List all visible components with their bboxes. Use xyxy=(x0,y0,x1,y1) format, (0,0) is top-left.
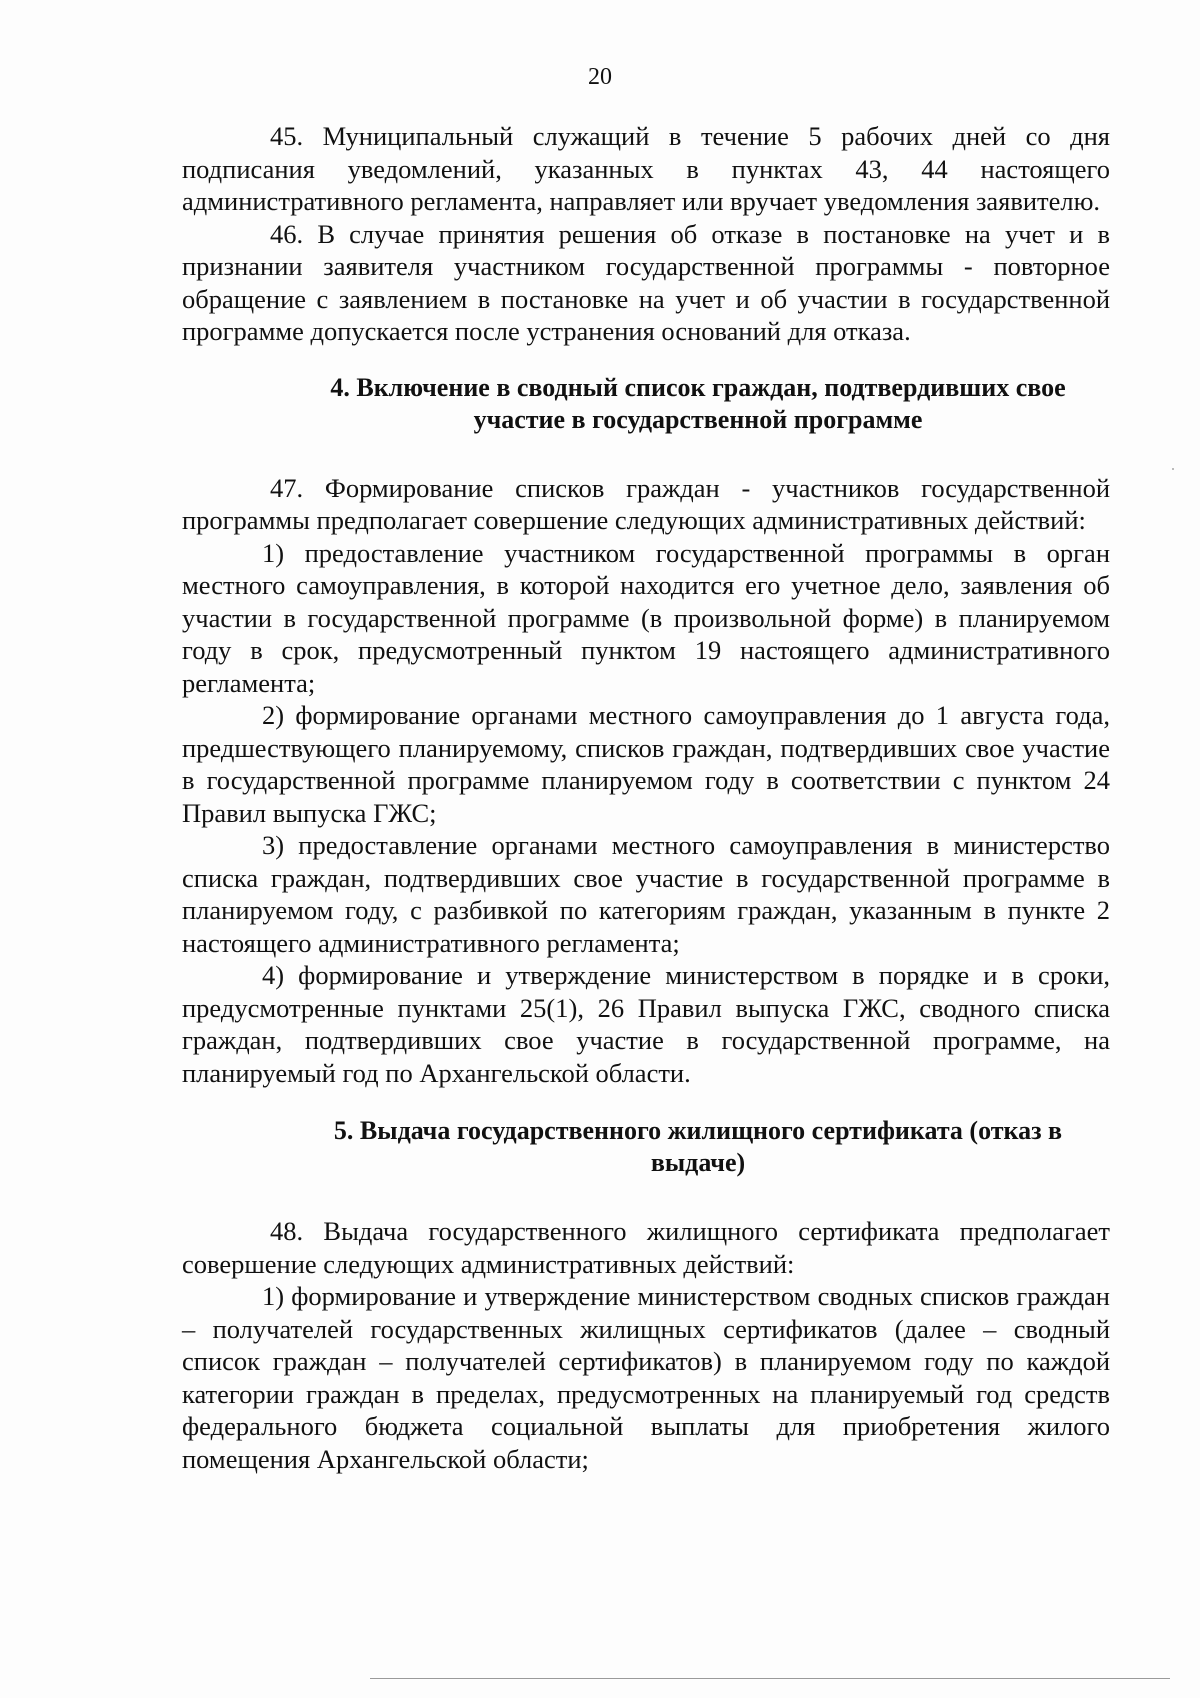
scan-artifact xyxy=(1172,468,1174,470)
paragraph-47-item-3: 3) предоставление органами местного самоуправления в министерство списка граждан, подтвердивших свое участие в государственной программе в планируемом году, с разбивкой по категориям граждан, указанным в пункте 2 настоящего административного регламента; xyxy=(182,830,1110,958)
paragraph-47-item-4: 4) формирование и утверждение министерством в порядке и в сроки, предусмотренные пунктами 25(1), 26 Правил выпуска ГЖС, сводного списка граждан, подтвердивших свое участие в государственной программе, на планируемый год по Архангельской области. xyxy=(182,960,1110,1088)
spacer xyxy=(182,348,1110,372)
spacer xyxy=(182,436,1110,472)
paragraph-48: 48. Выдача государственного жилищного сертификата предполагает совершение следующих административных действий: xyxy=(182,1216,1110,1279)
bottom-edge-line xyxy=(370,1678,1170,1679)
paragraph-47-item-2: 2) формирование органами местного самоуправления до 1 августа года, предшествующего планируемому, списков граждан, подтвердивших свое участие в государственной программе планируемом году в соответствии с пунктом 24 Правил выпуска ГЖС; xyxy=(182,700,1110,828)
paragraph-48-item-1: 1) формирование и утверждение министерством сводных списков граждан – получателей государственных жилищных сертификатов (далее – сводный список граждан – получателей сертификатов) в планируемом году по каждой категории граждан в пределах, предусмотренных на планируемый год средств федерального бюджета социальной выплаты для приобретения жилого помещения Архангельской области; xyxy=(182,1281,1110,1474)
spacer xyxy=(182,1179,1110,1215)
paragraph-45: 45. Муниципальный служащий в течение 5 рабочих дней со дня подписания уведомлений, указанных в пунктах 43, 44 настоящего административного регламента, направляет или вручает уведомления заявителю. xyxy=(182,121,1110,216)
document-body xyxy=(182,120,1110,1475)
paragraph-46: 46. В случае принятия решения об отказе в постановке на учет и в признании заявителя участником государственной программы - повторное обращение с заявлением в постановке на учет и об участии в государственной программе допускается после устранения оснований для отказа. xyxy=(182,218,1110,346)
page-number: 20 xyxy=(588,64,612,90)
paragraph-47: 47. Формирование списков граждан - участников государственной программы предполагает совершение следующих административных действий: xyxy=(182,472,1110,535)
section-5-heading: 5. Выдача государственного жилищного сертификата (отказ в выдаче) xyxy=(333,1116,1063,1177)
spacer xyxy=(182,1089,1110,1115)
paragraph-47-item-1: 1) предоставление участником государственной программы в орган местного самоуправления, в которой находится его учетное дело, заявления об участии в государственной программе (в произвольной форме) в планируемом году в срок, предусмотренный пунктом 19 настоящего административного регламента; xyxy=(182,537,1110,698)
section-4-heading: 4. Включение в сводный список граждан, подтвердивших свое участие в государственной программе xyxy=(330,372,1066,434)
